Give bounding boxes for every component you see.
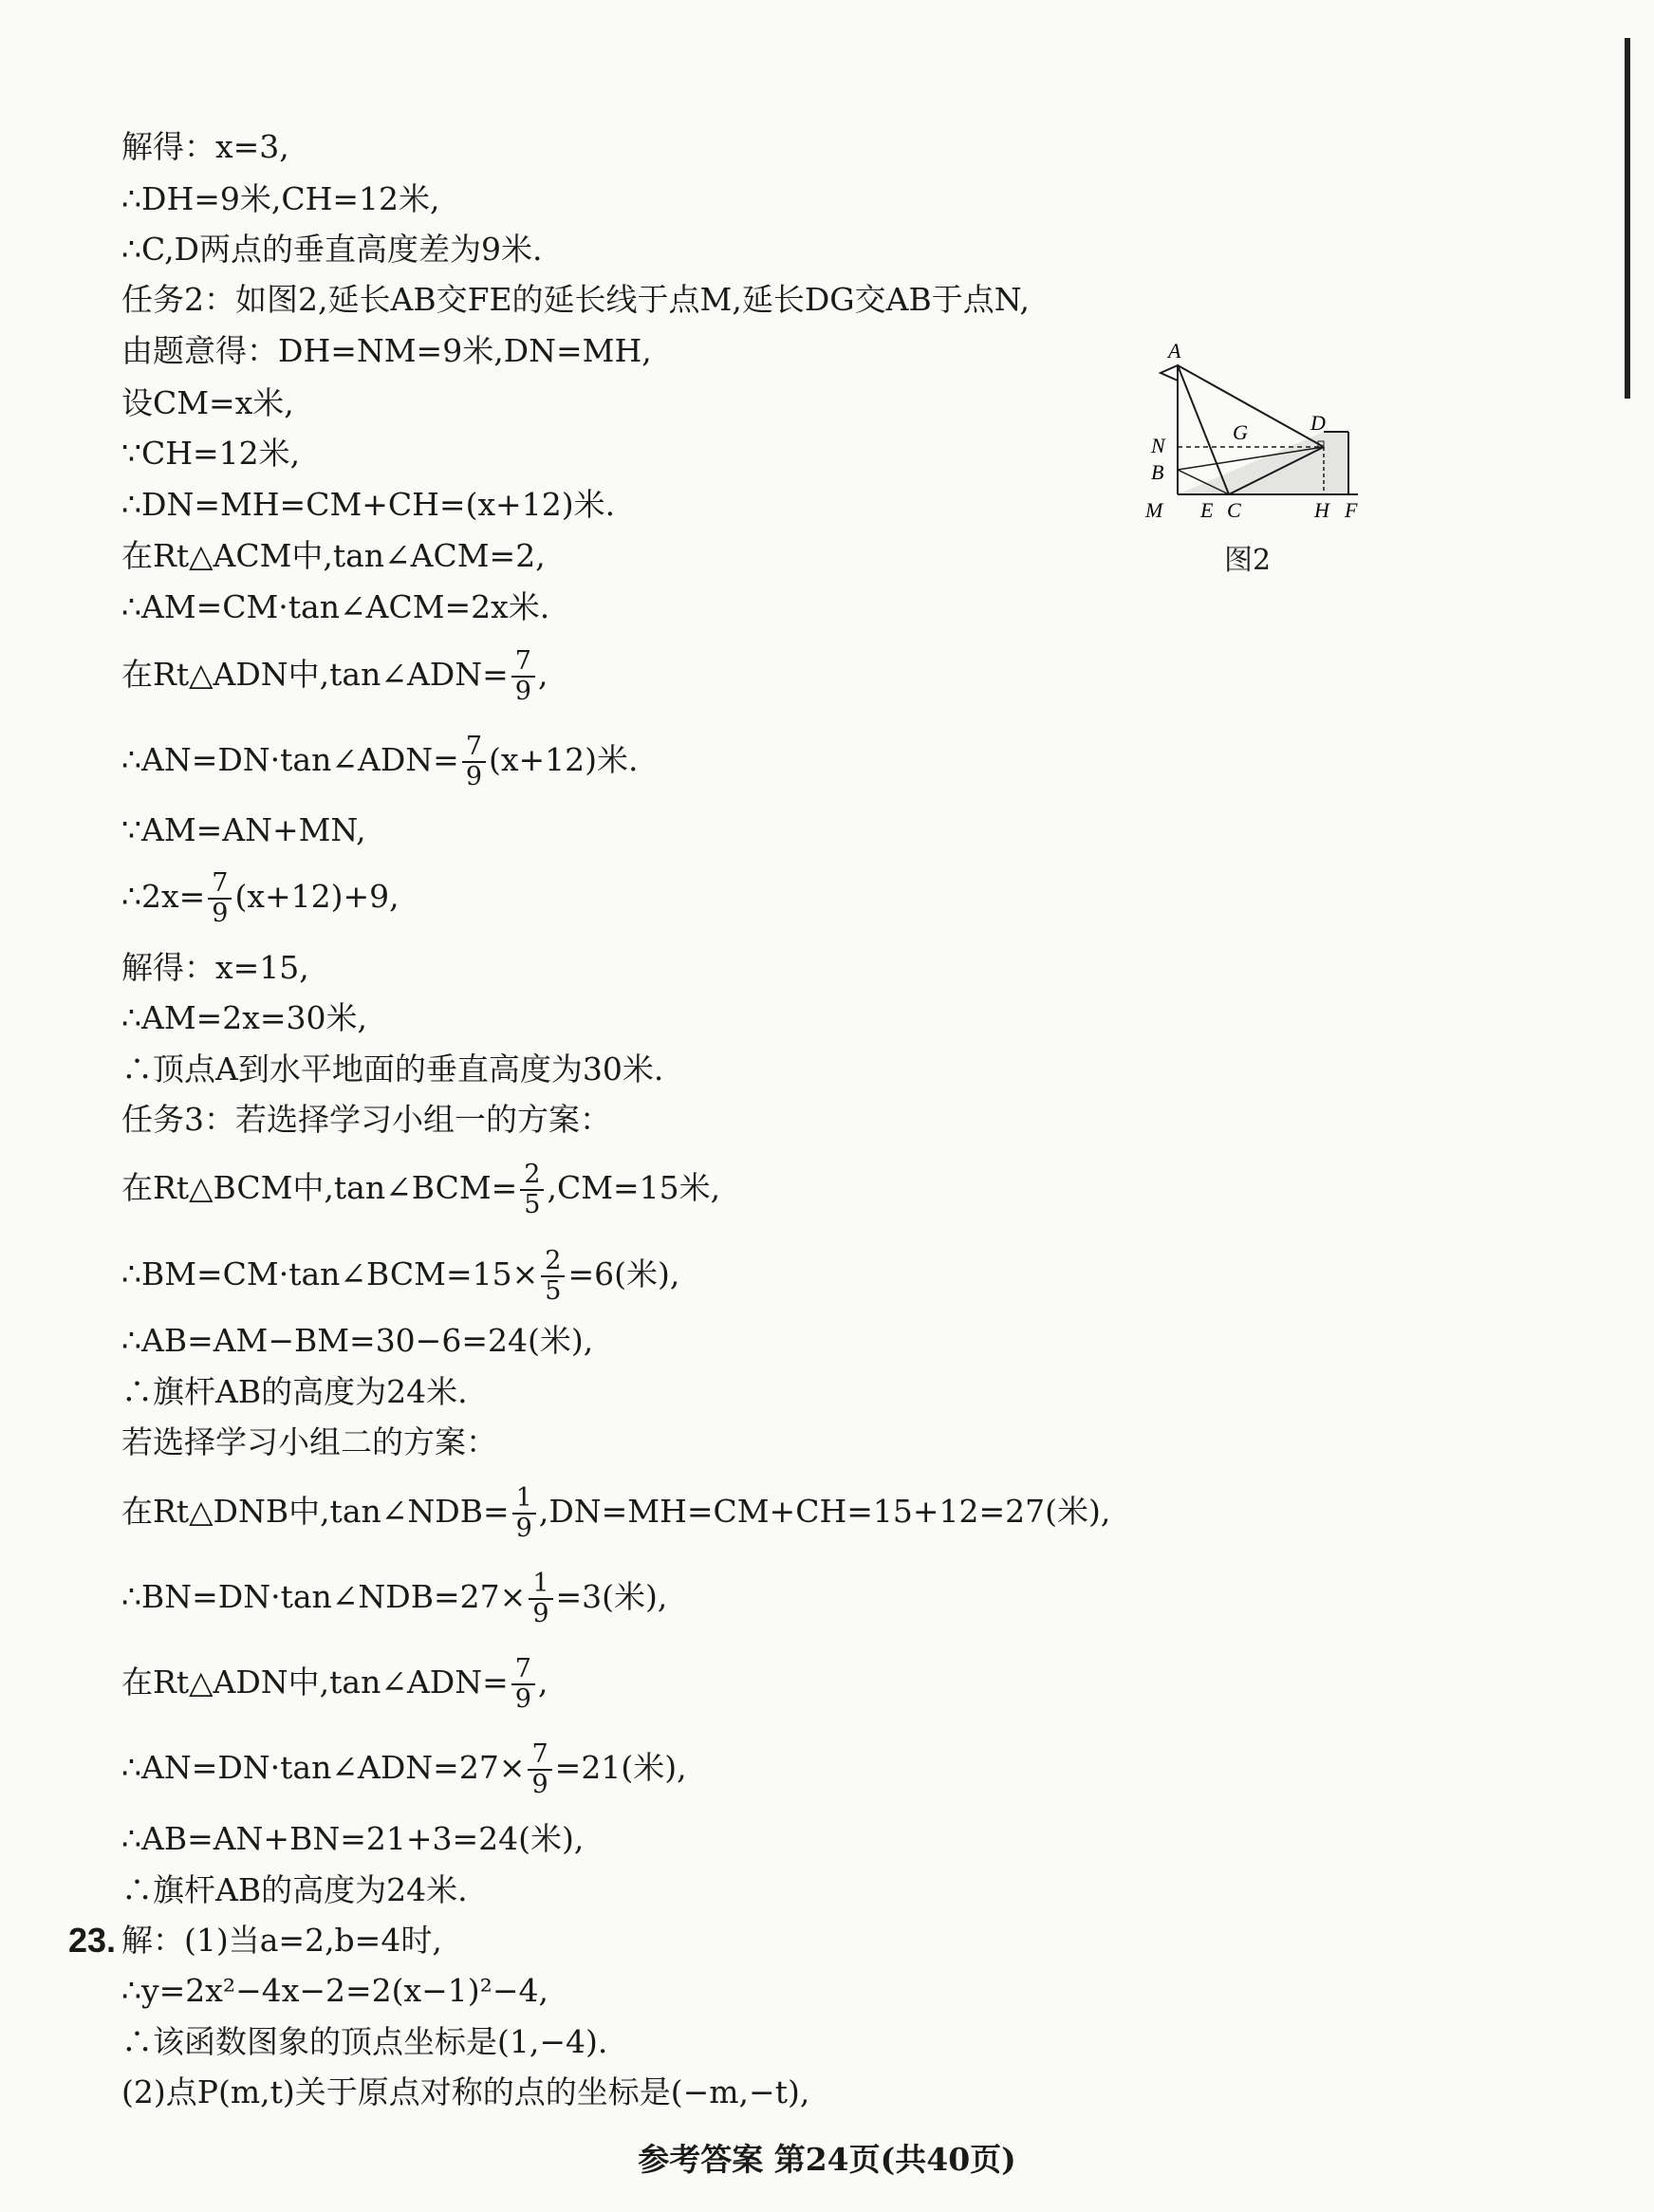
text-line: ∴旗杆AB的高度为24米. — [121, 1871, 468, 1908]
flag-shape — [1161, 365, 1178, 381]
text-line: ∵CH=12米, — [121, 435, 301, 472]
text-segment: (x+12)+9, — [234, 878, 400, 915]
label-d: D — [1310, 411, 1326, 435]
text-line: 由题意得：DH=NM=9米,DN=MH, — [121, 332, 652, 369]
text-line: ∴该函数图象的顶点坐标是(1,−4). — [121, 2023, 608, 2060]
fraction-denominator: 9 — [514, 1684, 531, 1714]
text-segment: ,CM=15米, — [547, 1169, 721, 1206]
fraction-denominator: 9 — [532, 1599, 549, 1628]
text-segment: , — [537, 1664, 548, 1701]
text-line — [121, 1730, 687, 1806]
figure-caption: 图2 — [1224, 544, 1272, 577]
label-g: G — [1233, 420, 1248, 444]
scan-edge — [1625, 38, 1630, 399]
text-line: 任务3：若选择学习小组一的方案： — [121, 1101, 611, 1138]
text-line — [121, 637, 548, 713]
text-line — [121, 722, 639, 798]
text-segment: 在Rt△BCM中,tan∠BCM= — [121, 1169, 518, 1206]
label-c: C — [1227, 498, 1241, 522]
fraction-denominator: 9 — [514, 677, 531, 706]
text-line: ∴y=2x²−4x−2=2(x−1)²−4, — [121, 1972, 549, 2009]
text-line: ∴顶点A到水平地面的垂直高度为30米. — [121, 1050, 664, 1087]
label-f: F — [1345, 498, 1358, 522]
text-line: ∴AB=AM−BM=30−6=24(米), — [121, 1322, 594, 1359]
text-line: 解：(1)当a=2,b=4时, — [121, 1922, 442, 1959]
fraction — [462, 733, 486, 791]
text-segment: ∴AN=DN·tan∠ADN= — [121, 741, 459, 778]
text-segment: ∴AN=DN·tan∠ADN=27× — [121, 1749, 526, 1786]
fraction-numerator: 1 — [512, 1484, 536, 1515]
text-segment: (x+12)米. — [489, 741, 639, 778]
fraction — [511, 647, 535, 706]
fraction-numerator: 7 — [511, 647, 535, 678]
fraction-denominator: 5 — [524, 1190, 541, 1219]
text-line: ∴AM=CM·tan∠ACM=2x米. — [121, 588, 550, 625]
text-line — [121, 1236, 679, 1312]
label-a: A — [1168, 339, 1181, 362]
text-line — [121, 1474, 1110, 1550]
fraction — [528, 1740, 551, 1799]
text-segment: 在Rt△DNB中,tan∠NDB= — [121, 1493, 510, 1530]
text-line: ∵AM=AN+MN, — [121, 811, 366, 848]
fraction-numerator: 7 — [462, 733, 486, 763]
label-b: B — [1151, 460, 1164, 484]
fraction-numerator: 7 — [511, 1655, 535, 1685]
text-segment: ,DN=MH=CM+CH=15+12=27(米), — [538, 1493, 1111, 1530]
page-footer: 参考答案 第24页(共40页) — [638, 2141, 1016, 2178]
fraction — [208, 869, 232, 928]
fraction-numerator: 7 — [208, 869, 232, 900]
text-line: ∴DH=9米,CH=12米, — [121, 180, 440, 217]
fraction — [520, 1161, 544, 1219]
fraction-denominator: 9 — [212, 899, 229, 928]
text-line: ∴DN=MH=CM+CH=(x+12)米. — [121, 486, 616, 523]
text-line: ∴AM=2x=30米, — [121, 999, 368, 1036]
text-line: 解得：x=3, — [121, 128, 289, 165]
text-line — [121, 1559, 667, 1635]
fraction-denominator: 9 — [515, 1514, 532, 1543]
label-m: M — [1145, 498, 1163, 522]
fraction-numerator: 7 — [528, 1740, 551, 1771]
text-segment: =21(米), — [554, 1749, 687, 1786]
text-line: 解得：x=15, — [121, 949, 309, 986]
sightline-ad — [1178, 365, 1324, 447]
question-number: 23. — [68, 1921, 117, 1960]
fraction-denominator: 9 — [465, 762, 483, 791]
text-line: 在Rt△ACM中,tan∠ACM=2, — [121, 537, 546, 574]
text-segment: 在Rt△ADN中,tan∠ADN= — [121, 656, 509, 693]
text-line — [121, 1150, 720, 1226]
text-line: (2)点P(m,t)关于原点对称的点的坐标是(−m,−t), — [121, 2073, 810, 2110]
text-line: 任务2：如图2,延长AB交FE的延长线于点M,延长DG交AB于点N, — [121, 281, 1030, 318]
text-segment: ∴BN=DN·tan∠NDB=27× — [121, 1578, 527, 1615]
text-segment: 在Rt△ADN中,tan∠ADN= — [121, 1664, 509, 1701]
text-segment: =3(米), — [555, 1578, 668, 1615]
fraction — [529, 1570, 552, 1628]
text-line — [121, 859, 400, 935]
text-segment: ∴2x= — [121, 878, 206, 915]
text-line: 若选择学习小组二的方案： — [121, 1423, 497, 1460]
fraction-denominator: 5 — [545, 1276, 562, 1306]
fraction-numerator: 1 — [529, 1570, 552, 1600]
label-n: N — [1151, 434, 1165, 457]
text-segment: =6(米), — [567, 1255, 680, 1292]
text-line: ∴C,D两点的垂直高度差为9米. — [121, 231, 543, 268]
text-segment: , — [537, 656, 548, 693]
text-segment: ∴BM=CM·tan∠BCM=15× — [121, 1255, 539, 1292]
sightline-ac — [1178, 365, 1229, 494]
fraction-denominator: 9 — [531, 1770, 548, 1799]
fraction — [512, 1484, 536, 1543]
label-h: H — [1314, 498, 1329, 522]
text-line: ∴AB=AN+BN=21+3=24(米), — [121, 1820, 585, 1857]
fraction — [511, 1655, 535, 1714]
text-line: 设CM=x米, — [121, 384, 294, 421]
label-e: E — [1200, 498, 1214, 522]
fraction-numerator: 2 — [520, 1161, 544, 1191]
fraction-numerator: 2 — [541, 1247, 565, 1277]
text-line — [121, 1645, 548, 1720]
text-line: ∴旗杆AB的高度为24米. — [121, 1373, 468, 1410]
fraction — [541, 1247, 565, 1306]
